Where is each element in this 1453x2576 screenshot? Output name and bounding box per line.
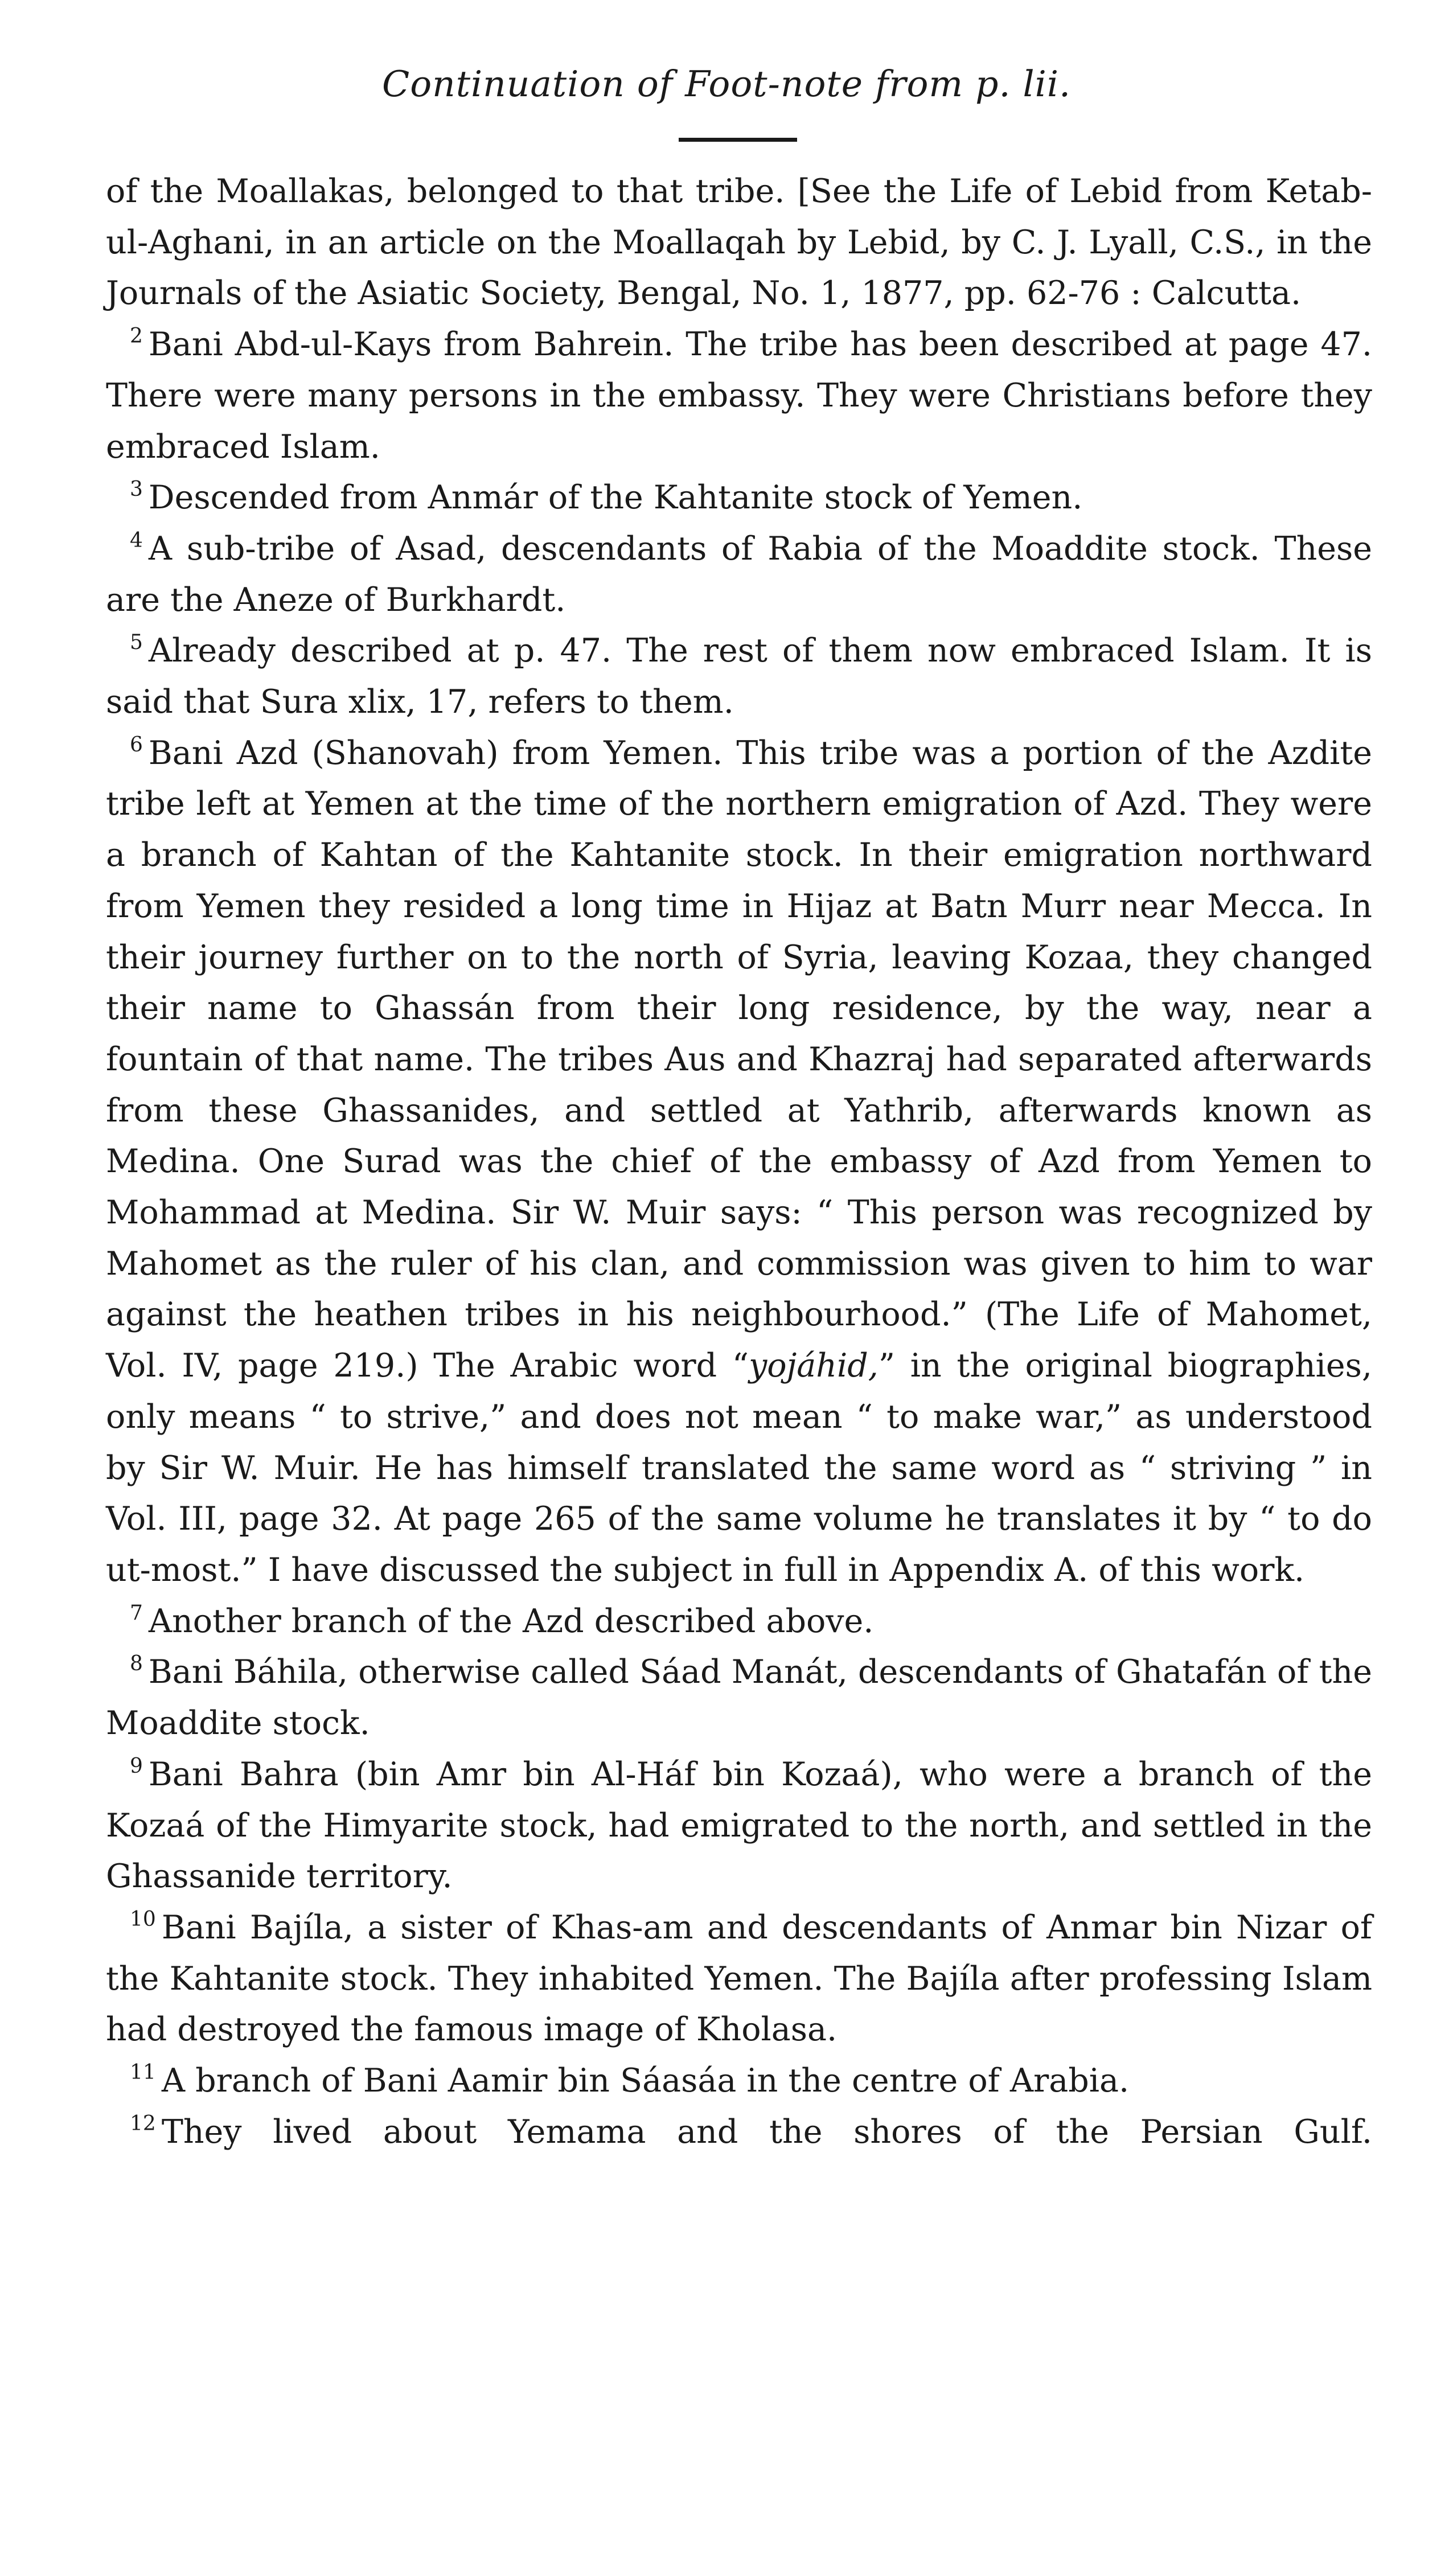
footnote-4 — [106, 524, 1372, 626]
running-header: Continuation of Foot-note from p. lii. — [382, 63, 1071, 105]
footnote-2 — [106, 319, 1372, 473]
footnote-marker: 7 — [130, 1601, 143, 1625]
footnote-9 — [106, 1749, 1372, 1903]
footnote-marker: 11 — [130, 2061, 156, 2085]
footnote-body — [106, 166, 1372, 2158]
footnote-marker: 10 — [130, 1907, 156, 1931]
footnote-text: of the Moallakas, belonged to that tribe. [See the Life of Lebid from Ketab-ul-Aghani, in an article on the Moallaqah by Lebid, by C. J. Lyall, C.S., in the Journals of the Asiatic Society, Bengal, No. 1, 1877, pp. 62-76 : Calcutta. — [106, 172, 1372, 313]
footnote-marker: 12 — [130, 2111, 156, 2135]
footnote-marker: 3 — [130, 478, 143, 502]
footnote-text: Descended from Anmár of the Kahtanite stock of Yemen. — [148, 479, 1083, 517]
footnote-8 — [106, 1647, 1372, 1749]
footnote-marker: 2 — [130, 324, 143, 348]
footnote-marker: 4 — [130, 528, 143, 552]
footnote-marker: 9 — [130, 1754, 143, 1778]
footnote-text: Bani Azd (Shanovah) from Yemen. This tribe was a portion of the Azdite tribe left at Yemen at the time of the northern emigration of Azd. They were a branch of Kahtan of the Kahtanite stock. In their emigration northward from Yemen they resided a long time in Hijaz at Batn Murr near Mecca. In their journey further on to the north of Syria, leaving Kozaa, they changed their name to Ghassán from their long residence, by the way, near a fountain of that name. The tribes Aus and Khazraj had separated afterwards from these Ghassanides, and settled at Yathrib, afterwards known as Medina. One Surad was the chief of the embassy of Azd from Yemen to Mohammad at Medina. Sir W. Muir says: “ This person was recognized by Mahomet as the ruler of his clan, and commission was given to him to war against the heathen tribes in his neighbourhood.” (The Life of Mahomet, Vol. IV, page 219.) The Arabic word “ — [106, 734, 1372, 1385]
footnote-continuation — [106, 166, 1372, 319]
footnote-text: Bani Bahra (bin Amr bin Al-Háf bin Kozaá), who were a branch of the Kozaá of the Himyarite stock, had emigrated to the north, and settled in the Ghassanide territory. — [106, 1755, 1372, 1896]
footnote-11 — [106, 2056, 1372, 2107]
footnote-text: Bani Báhila, otherwise called Sáad Manát, descendants of Ghatafán of the Moaddite stock. — [106, 1653, 1372, 1743]
footnote-text: Bani Abd-ul-Kays from Bahrein. The tribe has been described at page 47. There were many persons in the embassy. They were Christians before they embraced Islam. — [106, 326, 1372, 466]
footnote-text: Already described at p. 47. The rest of them now embraced Islam. It is said that Sura xlix, 17, refers to them. — [106, 632, 1372, 721]
footnote-5 — [106, 626, 1372, 728]
footnote-3 — [106, 473, 1372, 524]
footnote-marker: 5 — [130, 631, 143, 655]
footnote-marker: 6 — [130, 733, 143, 757]
footnote-text: Bani Bajíla, a sister of Khas-am and descendants of Anmar bin Nizar of the Kahtanite stock. They inhabited Yemen. The Bajíla after professing Islam had destroyed the famous image of Kholasa. — [106, 1908, 1372, 2049]
footnote-marker: 8 — [130, 1652, 143, 1676]
footnote-10 — [106, 1903, 1372, 2056]
footnote-7 — [106, 1596, 1372, 1648]
footnote-6 — [106, 728, 1372, 1596]
footnote-text: Another branch of the Azd described above. — [148, 1602, 874, 1640]
footnote-12 — [106, 2107, 1372, 2158]
footnote-text: They lived about Yemama and the shores of the Persian Gulf. — [161, 2113, 1372, 2151]
footnote-text: A sub-tribe of Asad, descendants of Rabia of the Moaddite stock. These are the Aneze of Burkhardt. — [106, 529, 1372, 619]
footnote-italic-term: yojáhid, — [749, 1347, 879, 1385]
header-rule — [679, 138, 797, 142]
footnote-text: A branch of Bani Aamir bin Sáasáa in the centre of Arabia. — [161, 2062, 1130, 2100]
footnote-text: ” in the original biographies, only means “ to strive,” and does not mean “ to make war,” as understood by Sir W. Muir. He has himself translated the same word as “ striving ” in Vol. III, page 32. At page 265 of the same volume he translates it by “ to do ut-most.” I have discussed the subject in full in Appendix A. of this work. — [106, 1347, 1372, 1589]
